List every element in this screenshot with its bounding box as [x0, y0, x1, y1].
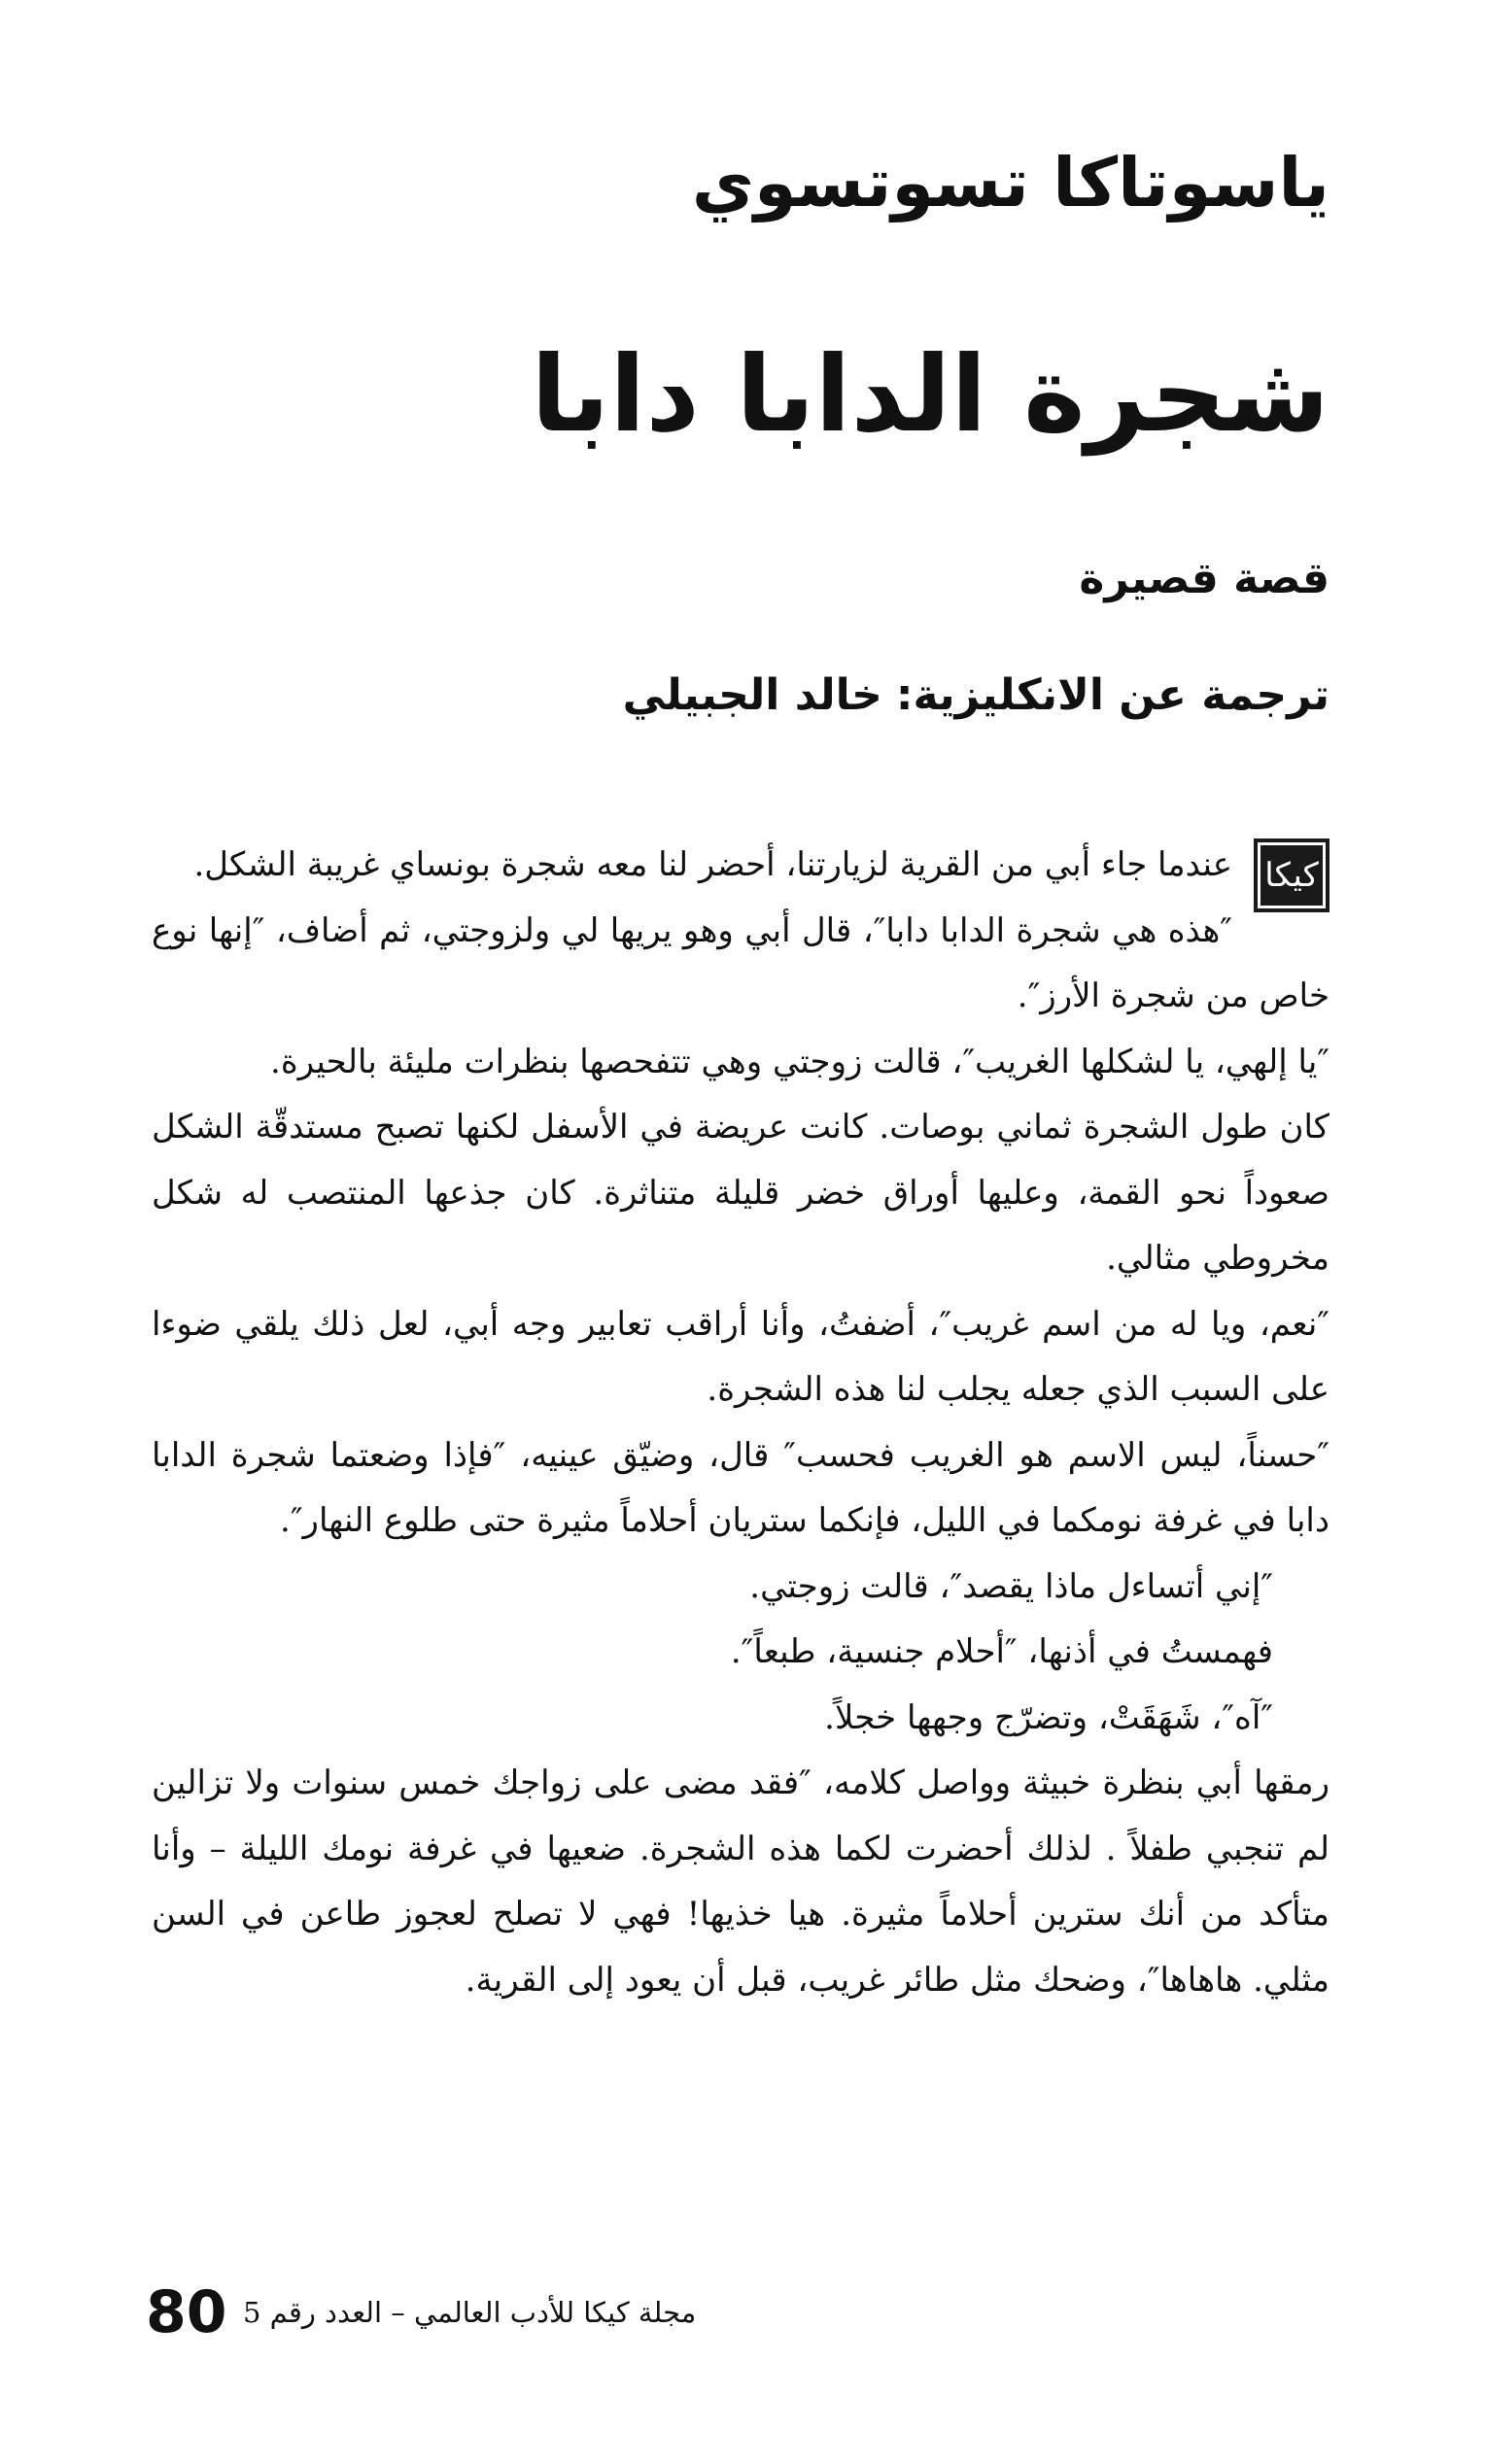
paragraph: ″نعم، ويا له من اسم غريب″، أضفتُ، وأنا أراقب تعابير وجه أبي، لعل ذلك يلقي ضوءا على السبب الذي جعله يجلب لنا هذه الشجرة.	[152, 1304, 1330, 1409]
journal-name: مجلة كيكا للأدب العالمي – العدد رقم 5	[243, 2296, 697, 2329]
paragraph: عندما جاء أبي من القرية لزيارتنا، أحضر لنا معه شجرة بونساي غريبة الشكل.	[193, 845, 1232, 884]
story-genre: قصة قصيرة	[1079, 554, 1330, 603]
translation-label: ترجمة عن الانكليزية:	[895, 670, 1330, 720]
paragraph: فهمستُ في أذنها، ″أحلام جنسية، طبعاً″.	[730, 1632, 1273, 1671]
page-footer	[146, 2274, 1339, 2351]
paragraph: ″يا إلهي، يا لشكلها الغريب″، قالت زوجتي وهي تتفحصها بنظرات مليئة بالحيرة.	[270, 1042, 1330, 1081]
paragraph: ″هذه هي شجرة الدابا دابا″، قال أبي وهو يريها لي ولزوجتي، ثم أضاف، ″إنها نوع خاص من شجرة الأرز″.	[152, 910, 1330, 1015]
paragraph: كان طول الشجرة ثماني بوصات. كانت عريضة في الأسفل لكنها تصبح مستدقّة الشكل صعوداً نحو القمة، وعليها أوراق خضر قليلة متناثرة. كان جذعها المنتصب له شكل مخروطي مثالي.	[152, 1108, 1330, 1278]
author-name: ياسوتاكا تسوتسوي	[691, 143, 1330, 222]
kika-logo: كيكا	[1254, 838, 1330, 912]
translator-name: خالد الجبيلي	[622, 670, 882, 720]
paragraph: ″حسناً، ليس الاسم هو الغريب فحسب″ قال، وضيّق عينيه، ″فإذا وضعتما شجرة الدابا دابا في غرفة نومكما في الليل، فإنكما ستريان أحلاماً مثيرة حتى طلوع النهار″.	[152, 1435, 1330, 1540]
page-number: 80	[146, 2278, 227, 2346]
paragraph: ″إني أتساءل ماذا يقصد″، قالت زوجتي.	[749, 1566, 1273, 1606]
story-title: شجرة الدابا دابا	[531, 334, 1330, 456]
translator-line	[623, 670, 1330, 722]
paragraph: ″آه″، شَهَقَتْ، وتضرّج وجهها خجلاً.	[824, 1697, 1273, 1737]
story-body	[152, 833, 1330, 2013]
paragraph: رمقها أبي بنظرة خبيثة وواصل كلامه، ″فقد مضى على زواجك خمس سنوات ولا تزالين لم تنجبي طفلاً . لذلك أحضرت لكما هذه الشجرة. ضعيها في غرفة نومك الليلة – وأنا متأكد من أنك سترين أحلاماً مثيرة. هيا خذيها! فهي لا تصلح لعجوز طاعن في السن مثلي. هاهاها″، وضحك مثل طائر غريب، قبل أن يعود إلى القرية.	[152, 1763, 1330, 2000]
